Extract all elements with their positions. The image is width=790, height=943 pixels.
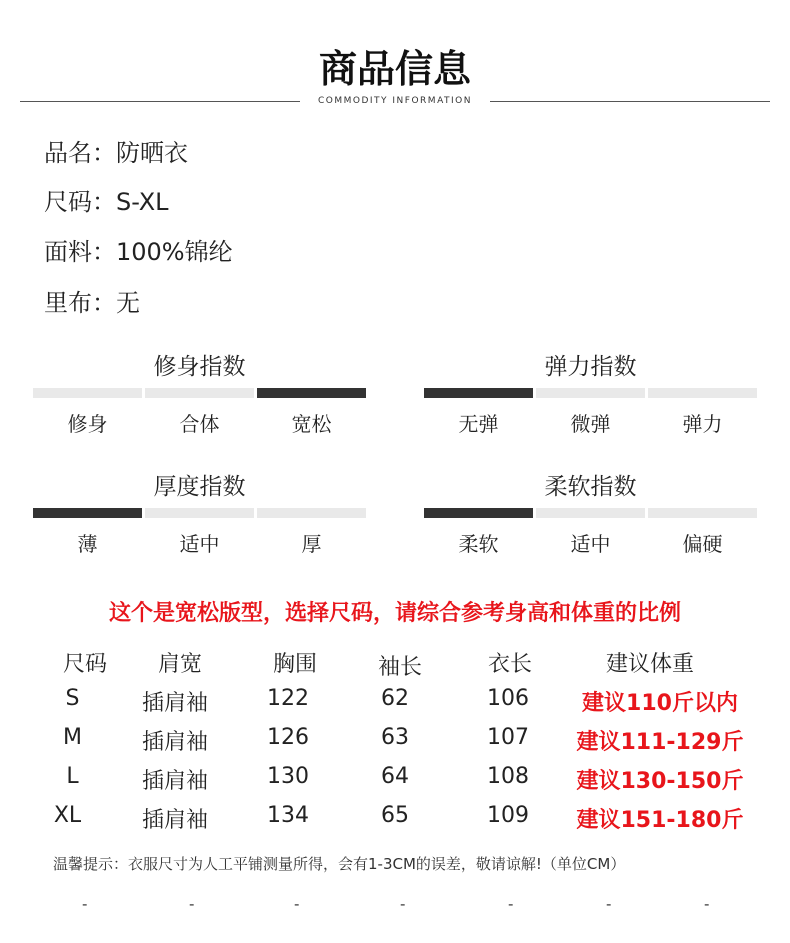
table-header: 肩宽: [157, 652, 202, 677]
softness-index-bar: [536, 508, 645, 518]
chest-cell: 134: [267, 803, 309, 828]
elasticity-index-label: 弹力: [682, 412, 723, 436]
separator-dash: -: [606, 895, 612, 913]
sleeve-cell: 64: [381, 764, 409, 789]
page-title: 商品信息: [318, 47, 471, 91]
thickness-index-bar: [257, 508, 366, 518]
sizing-notice: 这个是宽松版型，选择尺码，请综合参考身高和体重的比例: [108, 601, 681, 626]
fit-index-bar: [33, 388, 142, 398]
elasticity-index-label: 无弹: [458, 412, 499, 436]
sleeve-cell: 63: [381, 725, 409, 750]
sleeve-cell: 65: [381, 803, 409, 828]
fit-index-label: 合体: [179, 412, 220, 436]
table-header: 尺码: [62, 652, 107, 677]
size-cell: M: [63, 725, 82, 750]
separator-dash: -: [704, 895, 710, 913]
separator-dash: -: [508, 895, 514, 913]
softness-index-label: 适中: [570, 532, 611, 556]
table-header: 衣长: [487, 652, 532, 677]
shoulder-cell: 插肩袖: [141, 730, 208, 755]
chest-cell: 126: [267, 725, 309, 750]
softness-index-bar: [648, 508, 757, 518]
separator-dash: -: [189, 895, 195, 913]
fit-index-bar: [145, 388, 254, 398]
separator-dash: -: [82, 895, 88, 913]
fit-index-label: 修身: [67, 412, 108, 436]
separator-dash: -: [400, 895, 406, 913]
length-cell: 107: [487, 725, 529, 750]
thickness-index-label: 厚: [301, 532, 322, 556]
softness-index-bars: [424, 508, 757, 518]
chest-cell: 122: [267, 686, 309, 711]
elasticity-index-title: 弹力指数: [544, 354, 637, 380]
thickness-index-bar: [145, 508, 254, 518]
fit-index-bar: [257, 388, 366, 398]
softness-index-label: 柔软: [458, 532, 499, 556]
weight-cell: 建议130-150斤: [576, 769, 744, 794]
fit-index-labels: [33, 408, 366, 437]
fit-index-title: 修身指数: [153, 354, 246, 380]
info-item-size: 尺码：S-XL: [44, 188, 169, 216]
softness-index-title: 柔软指数: [544, 474, 637, 500]
table-header: 胸围: [272, 652, 317, 677]
elasticity-index-bar: [648, 388, 757, 398]
info-item-lining: 里布：无: [44, 289, 140, 317]
softness-index-labels: [424, 528, 757, 557]
weight-cell: 建议111-129斤: [576, 730, 744, 755]
shoulder-cell: 插肩袖: [141, 808, 208, 833]
thickness-index-bars: [33, 508, 366, 518]
fit-index-label: 宽松: [291, 412, 332, 436]
size-cell: L: [66, 764, 79, 789]
elasticity-index-labels: [424, 408, 757, 437]
length-cell: 108: [487, 764, 529, 789]
shoulder-cell: 插肩袖: [141, 691, 208, 716]
title-divider-right: [490, 101, 770, 102]
thickness-index-labels: [33, 528, 366, 557]
elasticity-index-bars: [424, 388, 757, 398]
size-cell: S: [65, 686, 80, 711]
info-item-name: 品名：防晒衣: [44, 139, 188, 167]
sleeve-cell: 62: [381, 686, 409, 711]
info-item-fabric: 面料：100%锦纶: [44, 238, 233, 266]
softness-index-bar: [424, 508, 533, 518]
table-header: 袖长: [377, 655, 422, 680]
fit-index-bars: [33, 388, 366, 398]
elasticity-index-label: 微弹: [570, 412, 611, 436]
thickness-index-title: 厚度指数: [153, 474, 246, 500]
softness-index-label: 偏硬: [682, 532, 723, 556]
weight-cell: 建议151-180斤: [576, 808, 744, 833]
elasticity-index-bar: [536, 388, 645, 398]
chest-cell: 130: [267, 764, 309, 789]
weight-cell: 建议110斤以内: [582, 691, 738, 716]
thickness-index-bar: [33, 508, 142, 518]
length-cell: 109: [487, 803, 529, 828]
size-cell: XL: [53, 803, 82, 828]
shoulder-cell: 插肩袖: [141, 769, 208, 794]
length-cell: 106: [487, 686, 529, 711]
elasticity-index-bar: [424, 388, 533, 398]
measurement-note: 温馨提示：衣服尺寸为人工平铺测量所得，会有1-3CM的误差，敬请谅解!（单位CM）: [53, 855, 626, 873]
separator-dash: -: [294, 895, 300, 913]
page-subtitle: COMMODITY INFORMATION: [317, 96, 472, 106]
table-header: 建议体重: [605, 652, 694, 677]
thickness-index-label: 适中: [179, 532, 220, 556]
thickness-index-label: 薄: [77, 532, 98, 556]
